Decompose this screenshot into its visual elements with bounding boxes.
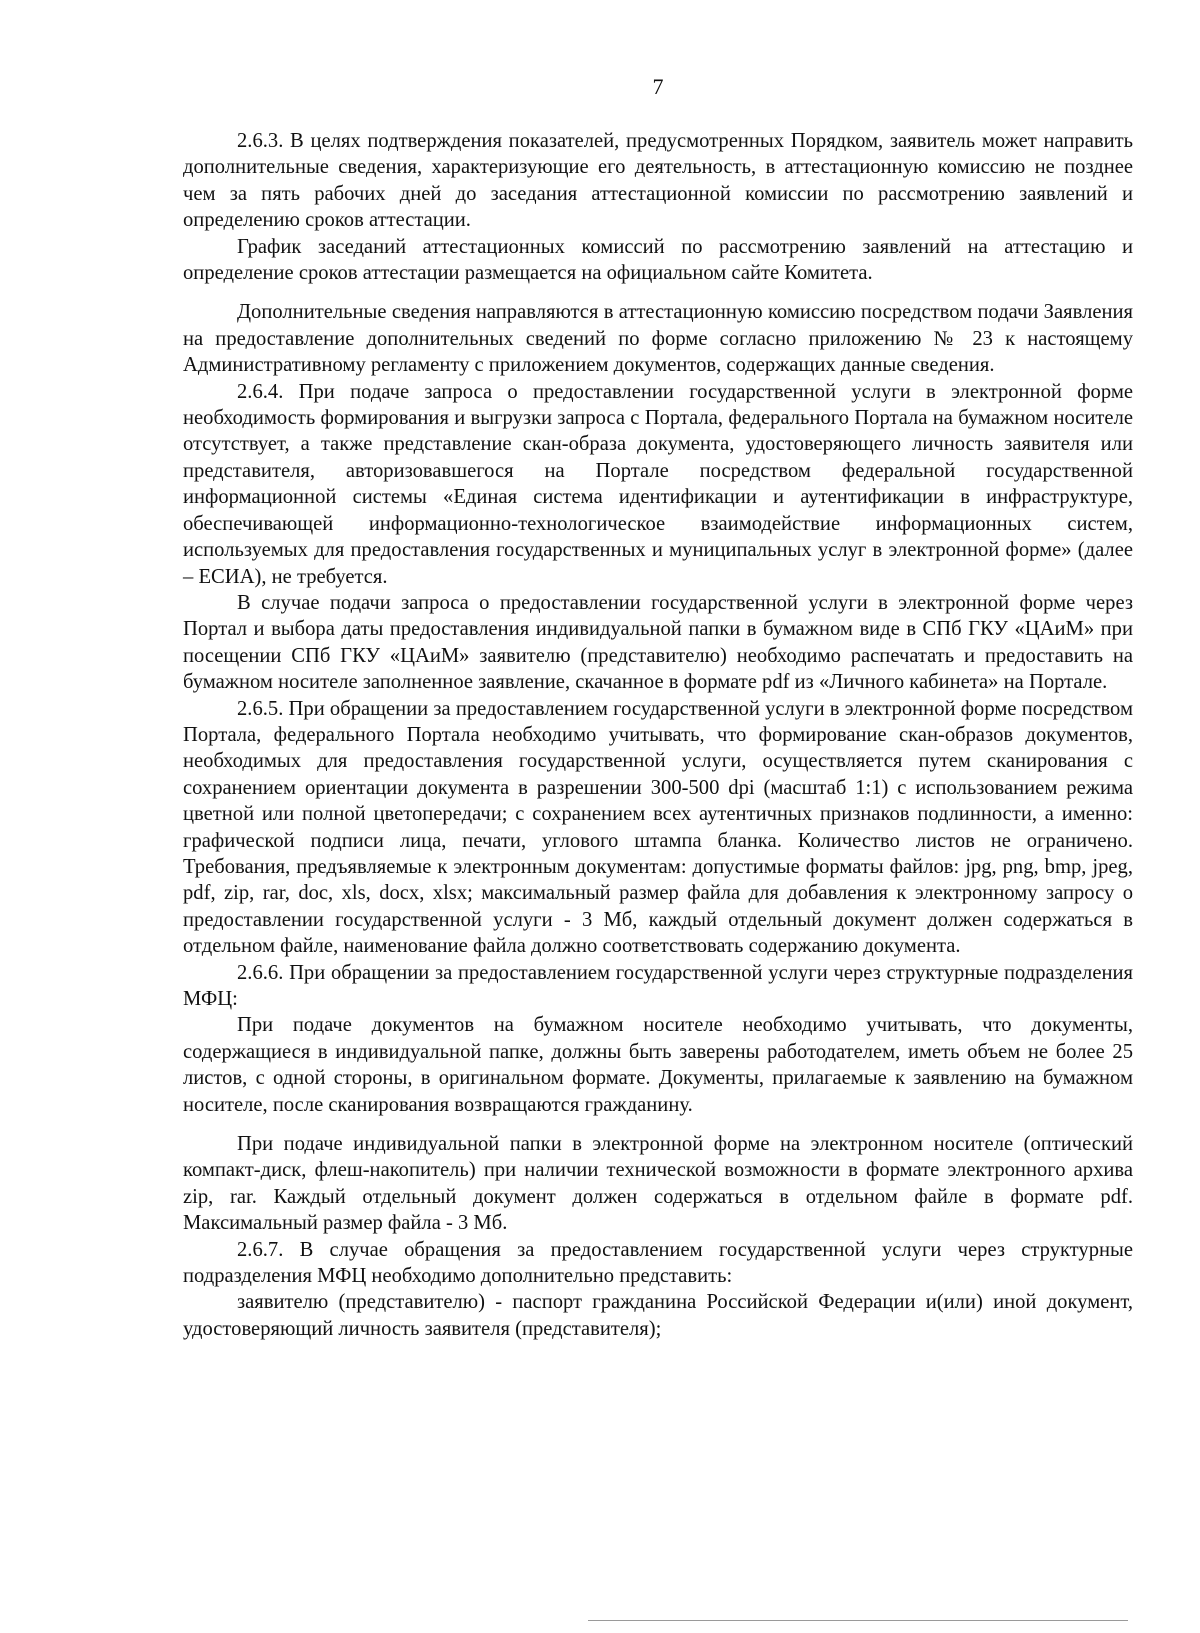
paragraph-additional-info: Дополнительные сведения направляются в аттестационную комиссию посредством подачи Заявления на предоставление дополнительных сведений по форме согласно приложению № 23 к настоящему Административному регламенту с приложением документов, содержащих данные сведения.: [183, 301, 1133, 377]
paragraph-paper-documents: При подаче документов на бумажном носителе необходимо учитывать, что документы, содержащиеся в индивидуальной папке, должны быть заверены работодателем, иметь объем не более 25 листов, с одной стороны, в оригинальном формате. Документы, прилагаемые к заявлению на бумажном носителе, после сканирования возвращаются гражданину.: [183, 1014, 1133, 1116]
paragraph-2-6-6: 2.6.6. При обращении за предоставлением государственной услуги через структурные подразделения МФЦ:: [183, 961, 1133, 1010]
bottom-rule: [588, 1620, 1128, 1621]
page-number: 7: [652, 74, 664, 99]
paragraph-schedule: График заседаний аттестационных комиссий по рассмотрению заявлений на аттестацию и определение сроков аттестации размещается на официальном сайте Комитета.: [183, 235, 1133, 285]
paragraph-portal-request: В случае подачи запроса о предоставлении государственной услуги в электронной форме через Портал и выбора даты предоставления индивидуальной папки в бумажном виде в СПб ГКУ «ЦАиМ» при посещении СПб ГКУ «ЦАиМ» заявителю (представителю) необходимо распечатать и предоставить на бумажном носителе заполненное заявление, скачанное в формате pdf из «Личного кабинета» на Портале.: [183, 591, 1133, 694]
paragraph-2-6-5: 2.6.5. При обращении за предоставлением государственной услуги в электронной форме посредством Портала, федерального Портала необходимо учитывать, что формирование скан-образов документов, необходимых для предоставления государственной услуги, осуществляется путем сканирования с сохранением ориентации документа в разрешении 300-500 dpi (масштаб 1:1) с использованием режима цветной или полной цветопередачи; с сохранением всех аутентичных признаков подлинности, а именно: графической подписи лица, печати, углового штампа бланка. Количество листов не ограничено. Требования, предъявляемые к электронным документам: допустимые форматы файлов: jpg, png, bmp, jpeg, pdf, zip, rar, doc, xls, docx, xlsx; максимальный размер файла для добавления к электронному запросу о предоставлении государственной услуги - 3 Мб, каждый отдельный документ должен содержаться в отдельном файле, наименование файла должно соответствовать содержанию документа.: [183, 697, 1133, 958]
paragraph-2-6-3: 2.6.3. В целях подтверждения показателей, предусмотренных Порядком, заявитель может направить дополнительные сведения, характеризующие его деятельность, в аттестационную комиссию не позднее чем за пять рабочих дней до заседания аттестационной комиссии по рассмотрению заявлений и определению сроков аттестации.: [183, 130, 1133, 232]
document-body: [183, 128, 1133, 1342]
paragraph-electronic-folder: При подаче индивидуальной папки в электронной форме на электронном носителе (оптический компакт-диск, флеш-накопитель) при наличии технической возможности в формате электронного архива zip, rar. Каждый отдельный документ должен содержаться в отдельном файле в формате pdf. Максимальный размер файла - 3 Мб.: [183, 1133, 1133, 1235]
paragraph-applicant-passport: заявителю (представителю) - паспорт гражданина Российской Федерации и(или) иной документ, удостоверяющий личность заявителя (представителя);: [183, 1291, 1133, 1340]
paragraph-2-6-4: 2.6.4. При подаче запроса о предоставлении государственной услуги в электронной форме необходимость формирования и выгрузки запроса с Портала, федерального Портала на бумажном носителе отсутствует, а также представление скан-образа документа, удостоверяющего личность заявителя или представителя, авторизовавшегося на Портале посредством федеральной государственной информационной системы «Единая система идентификации и аутентификации в инфраструктуре, обеспечивающей информационно-технологическое взаимодействие информационных систем, используемых для предоставления государственных и муниципальных услуг в электронной форме» (далее – ЕСИА), не требуется.: [183, 380, 1133, 588]
paragraph-2-6-7: 2.6.7. В случае обращения за предоставлением государственной услуги через структурные подразделения МФЦ необходимо дополнительно представить:: [183, 1238, 1133, 1288]
